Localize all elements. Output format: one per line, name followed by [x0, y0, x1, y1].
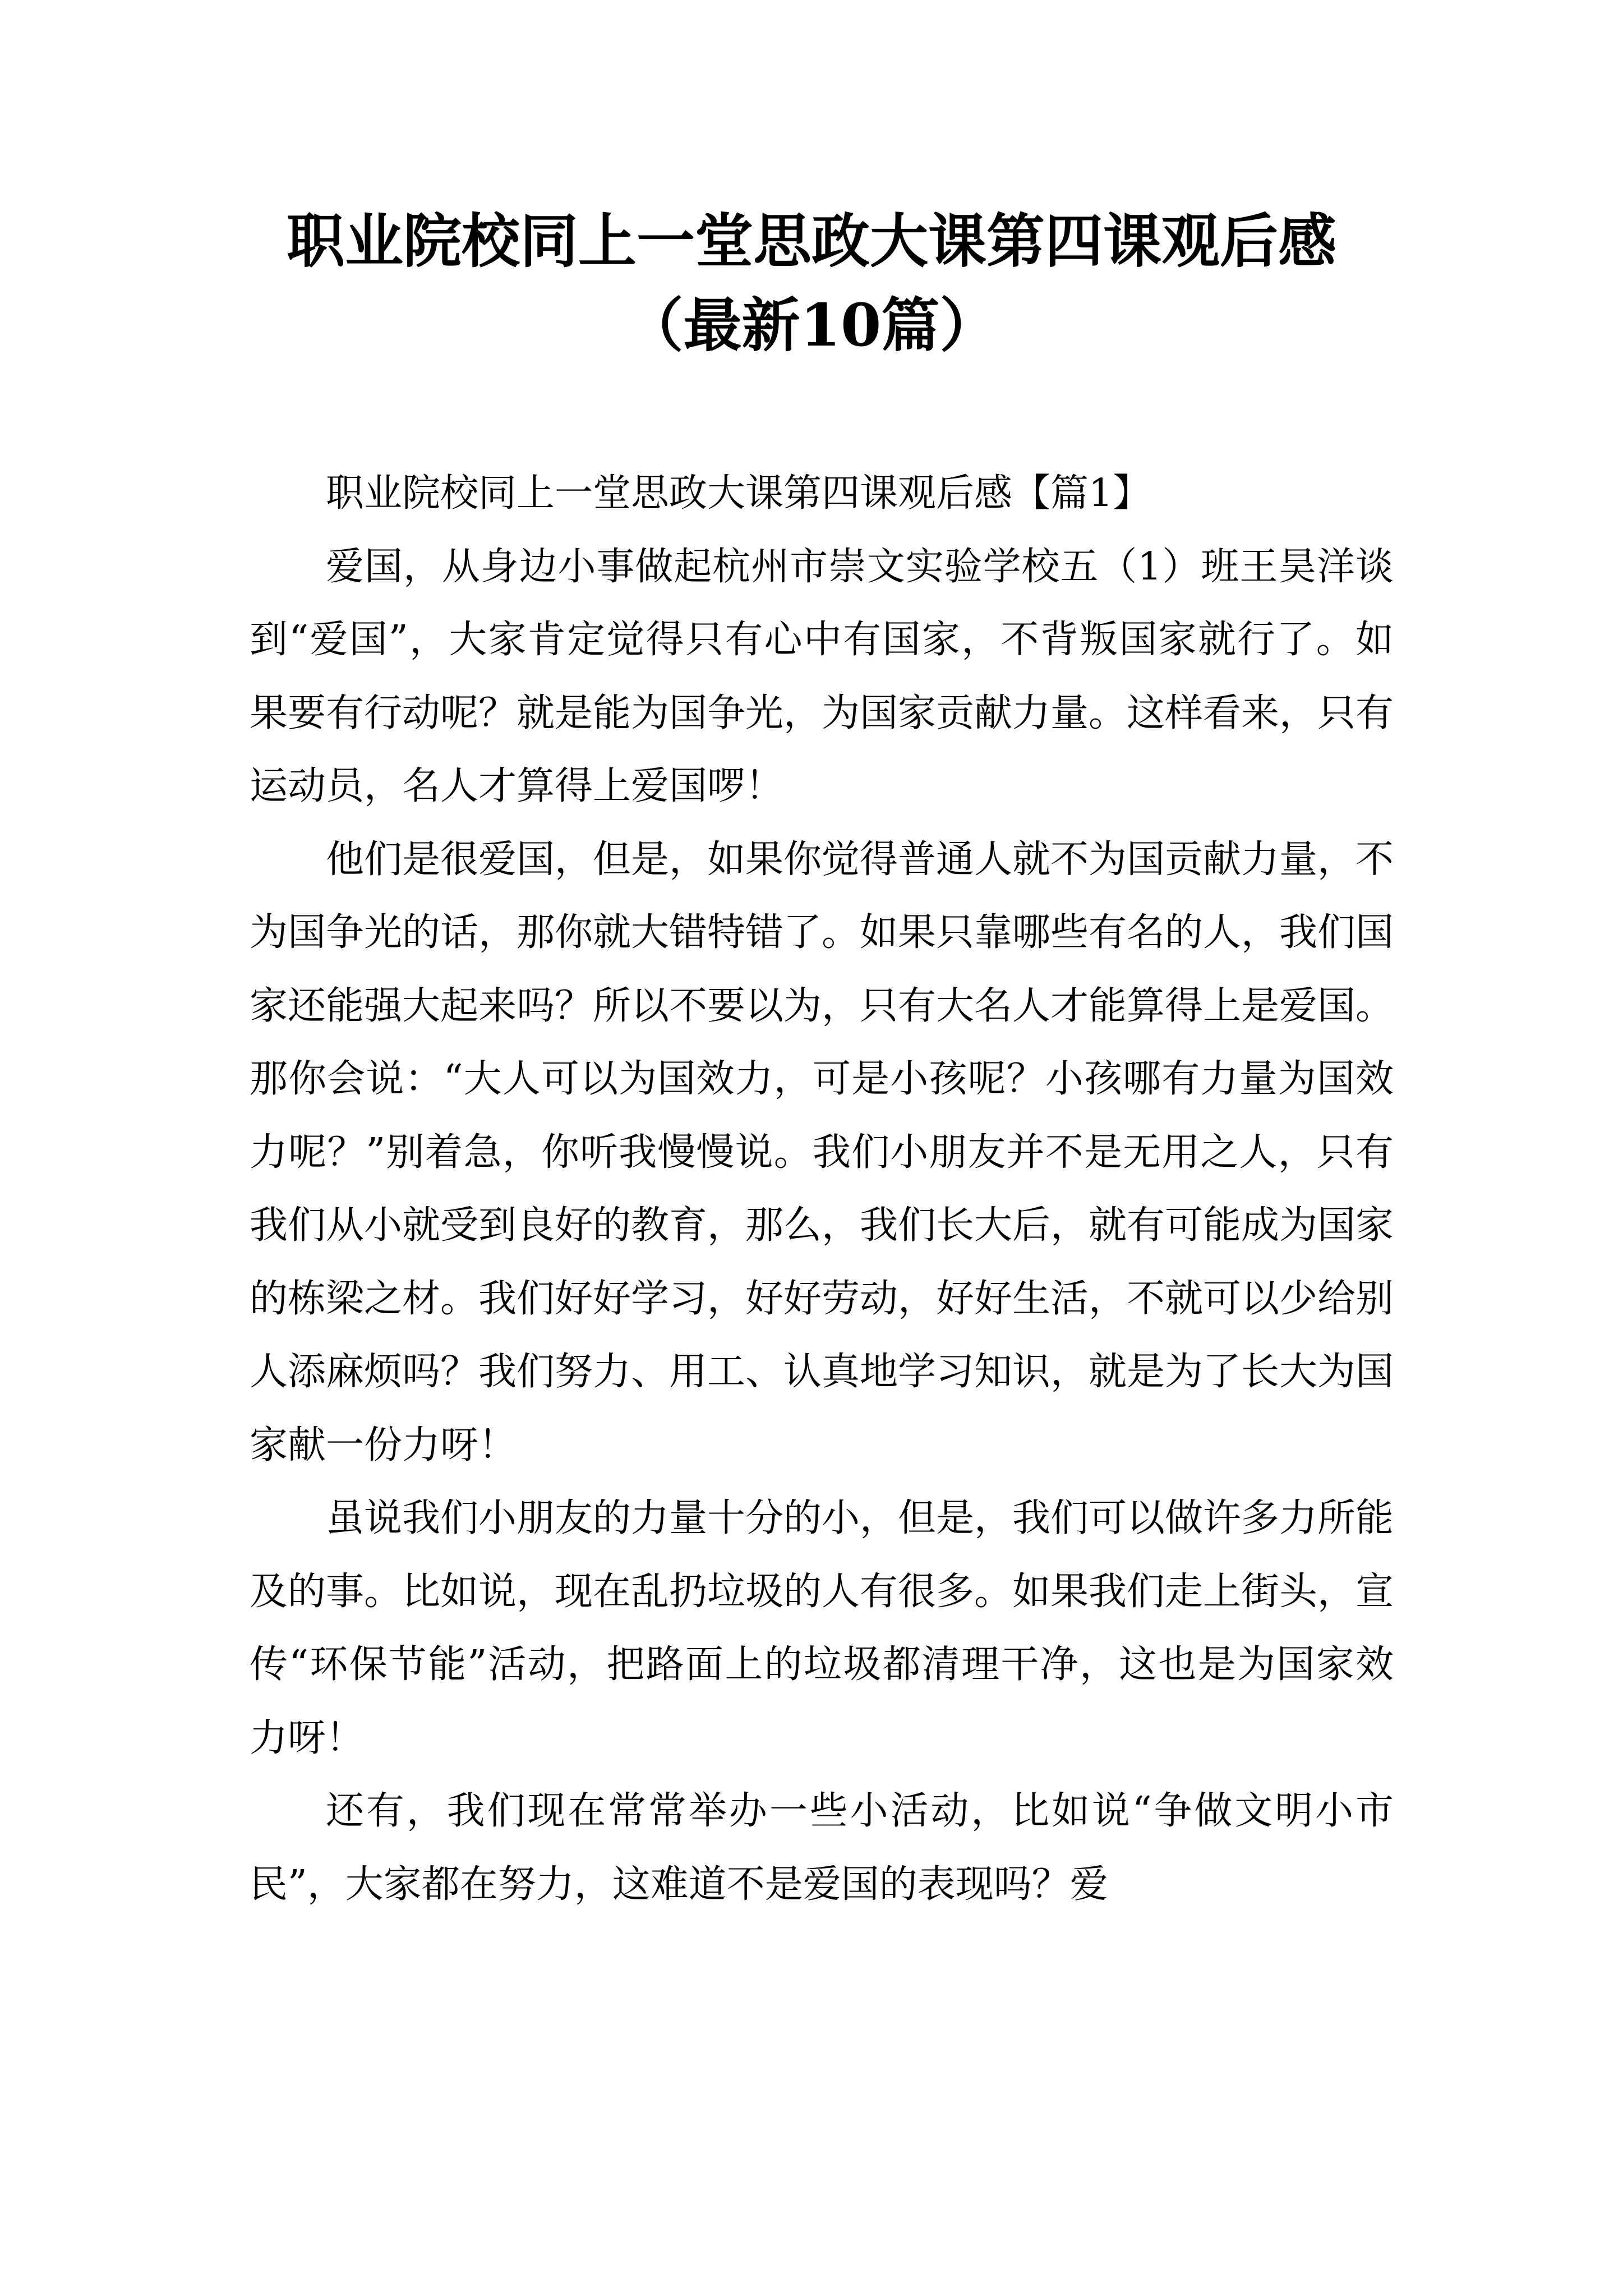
document-title-subtitle: （最新10篇）: [625, 291, 998, 360]
paragraph: 还有，我们现在常常举办一些小活动，比如说“争做文明小市民”，大家都在努力，这难道不是爱国的表现吗？爱: [250, 1789, 1394, 1907]
document-title: 职业院校同上一堂思政大课第四课观后感: [286, 206, 1336, 275]
document-body: [250, 457, 1394, 1921]
paragraph: 他们是很爱国，但是，如果你觉得普通人就不为国贡献力量，不为国争光的话，那你就大错特错了。如果只靠哪些有名的人，我们国家还能强大起来吗？所以不要以为，只有大名人才能算得上是爱国。那你会说：“大人可以为国效力，可是小孩呢？小孩哪有力量为国效力呢？”别着急，你听我慢慢说。我们小朋友并不是无用之人，只有我们从小就受到良好的教育，那么，我们长大后，就有可能成为国家的栋梁之材。我们好好学习，好好劳动，好好生活，不就可以少给别人添麻烦吗？我们努力、用工、认真地学习知识，就是为了长大为国家献一份力呀！: [250, 837, 1394, 1467]
paragraph: 虽说我们小朋友的力量十分的小，但是，我们可以做许多力所能及的事。比如说，现在乱扔垃圾的人有很多。如果我们走上街头，宣传“环保节能”活动，把路面上的垃圾都清理干净，这也是为国家效力呀！: [250, 1496, 1394, 1760]
paragraph: 爱国，从身边小事做起杭州市崇文实验学校五（1）班王昊洋谈到“爱国”，大家肯定觉得只有心中有国家，不背叛国家就行了。如果要有行动呢？就是能为国争光，为国家贡献力量。这样看来，只有运动员，名人才算得上爱国啰！: [250, 544, 1394, 808]
section-heading: 职业院校同上一堂思政大课第四课观后感【篇1】: [326, 471, 1151, 516]
